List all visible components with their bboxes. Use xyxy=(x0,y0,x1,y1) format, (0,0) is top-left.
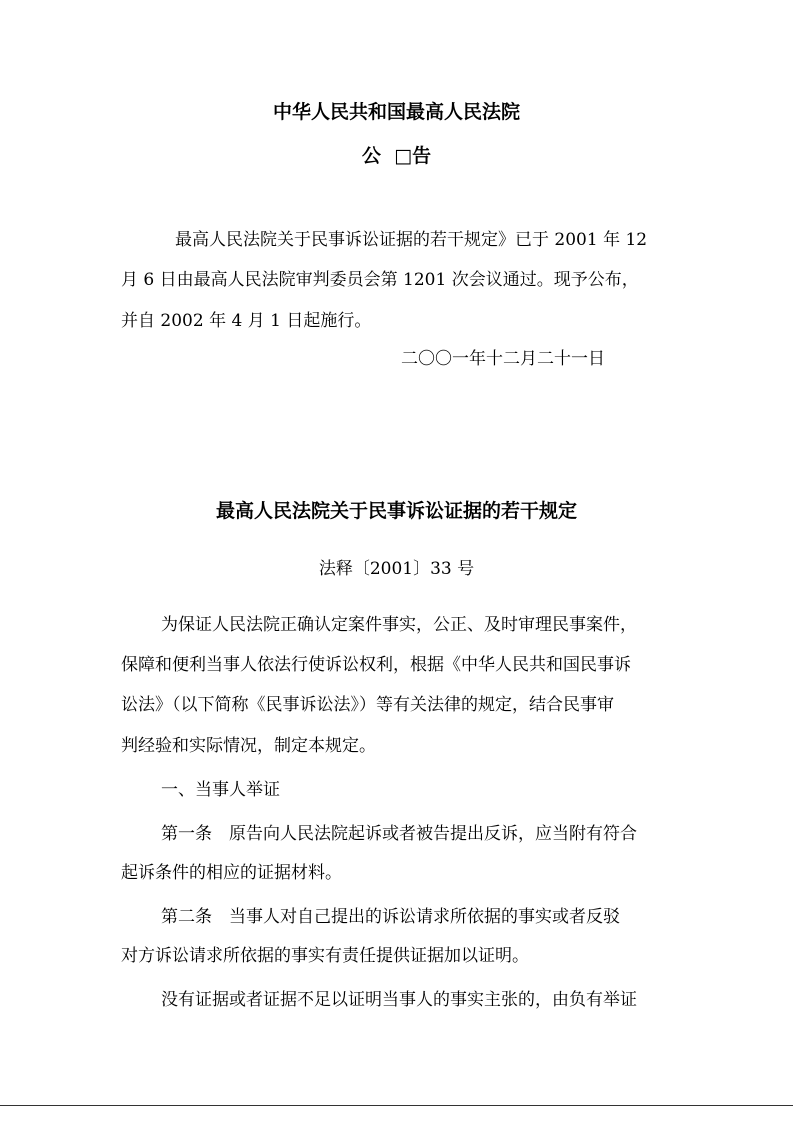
announcement-date: 二〇〇一年十二月二十一日 xyxy=(401,349,605,369)
announcement-title: 公 □告 xyxy=(361,145,432,167)
page-bottom-rule xyxy=(0,1105,793,1106)
article-1-line: 起诉条件的相应的证据材料。 xyxy=(121,863,342,883)
regulation-title: 最高人民法院关于民事诉讼证据的若干规定 xyxy=(215,500,577,522)
announcement-body-line: 最高人民法院关于民事诉讼证据的若干规定》已于 2001 年 12 xyxy=(175,230,648,250)
document-number: 法释〔2001〕33 号 xyxy=(318,559,475,579)
article-2-line: 对方诉讼请求所依据的事实有责任提供证据加以证明。 xyxy=(121,946,529,966)
preamble-line: 为保证人民法院正确认定案件事实，公正、及时审理民事案件， xyxy=(161,615,637,635)
announcement-body-line: 月 6 日由最高人民法院审判委员会第 1201 次会议通过。现予公布， xyxy=(121,270,639,290)
section-heading: 一、当事人举证 xyxy=(161,780,280,800)
preamble-line: 讼法》（以下简称《民事诉讼法》）等有关法律的规定，结合民事审 xyxy=(121,695,614,715)
article-2-line: 第二条 当事人对自己提出的诉讼请求所依据的事实或者反驳 xyxy=(161,907,620,927)
paragraph-line: 没有证据或者证据不足以证明当事人的事实主张的，由负有举证 xyxy=(161,990,637,1010)
preamble-line: 保障和便利当事人依法行使诉讼权利，根据《中华人民共和国民事诉 xyxy=(121,655,631,675)
article-1-line: 第一条 原告向人民法院起诉或者被告提出反诉，应当附有符合 xyxy=(161,824,637,844)
announcement-header: 中华人民共和国最高人民法院 xyxy=(272,101,520,123)
preamble-line: 判经验和实际情况，制定本规定。 xyxy=(121,736,376,756)
announcement-body-line: 并自 2002 年 4 月 1 日起施行。 xyxy=(121,311,372,331)
